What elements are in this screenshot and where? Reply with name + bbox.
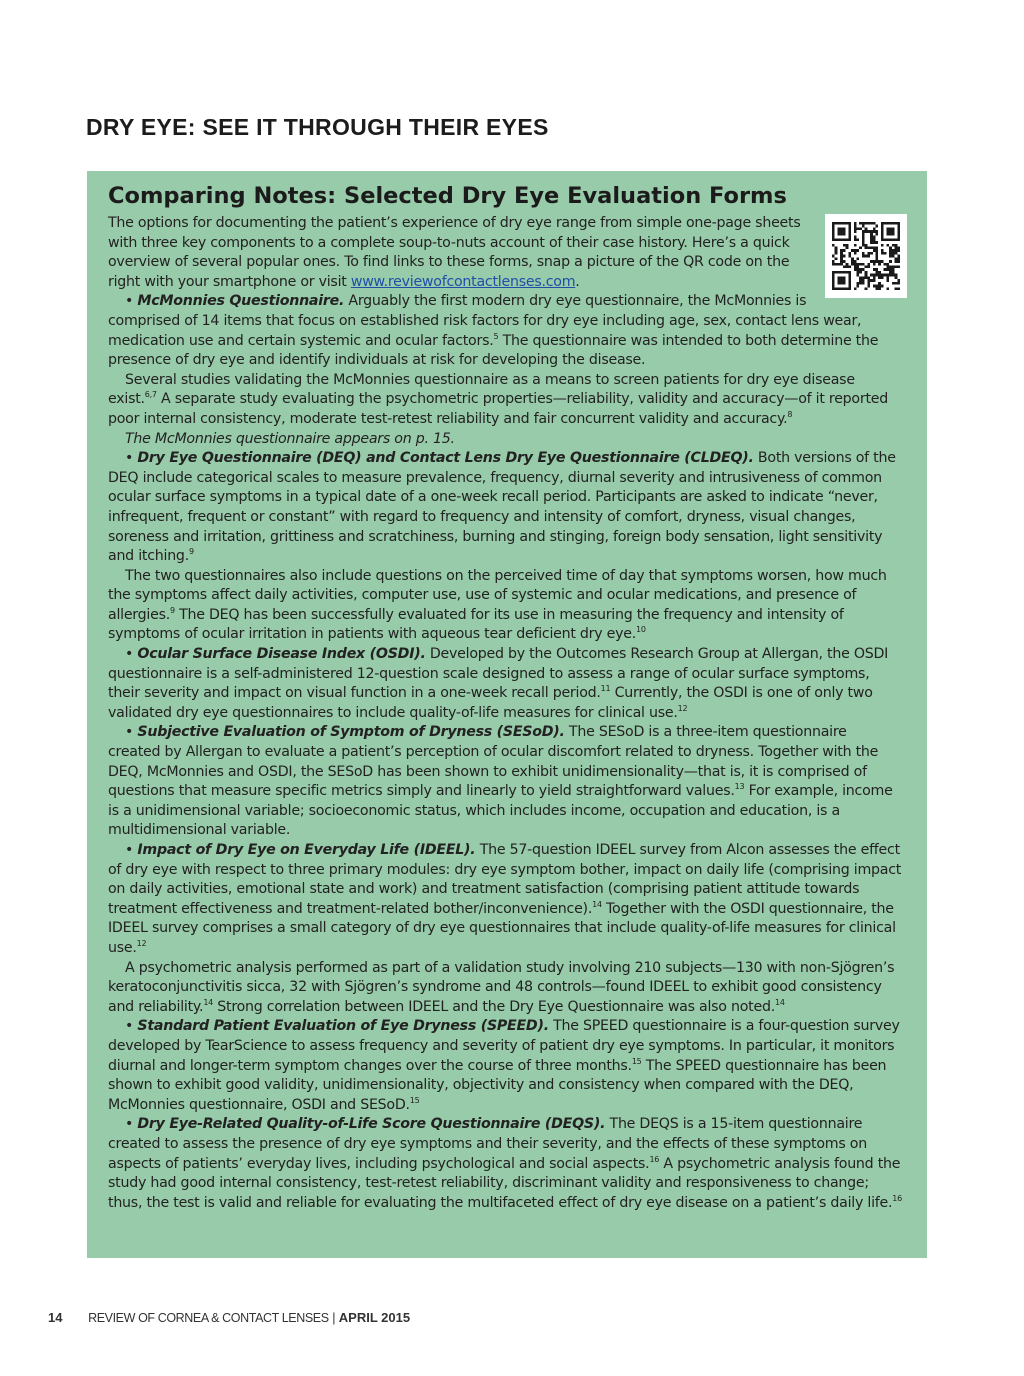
paragraph: The two questionnaires also include questions on the perceived time of day that symptoms worsen, how much the symptoms affect daily activities, computer use, use of systemic and ocular medications, and presence of allergies.$^9$ The DEQ has been successfully evaluated for its use in measuring the frequency and intensity of symptoms of ocular irritation in patients with aqueous tear deficient dry eye.$^{10}$ bbox=[108, 567, 887, 643]
item-title: Ocular Surface Disease Index (OSDI). bbox=[137, 646, 426, 663]
mcmonnies-note: The McMonnies questionnaire appears on p. 15. bbox=[125, 430, 455, 447]
section-title: DRY EYE: SEE IT THROUGH THEIR EYES bbox=[86, 114, 549, 140]
item-title: Dry Eye Questionnaire (DEQ) and Contact Lens Dry Eye Questionnaire (CLDEQ). bbox=[137, 450, 754, 467]
item-title: Dry Eye-Related Quality-of-Life Score Questionnaire (DEQS). bbox=[137, 1116, 606, 1133]
intro-paragraph: The options for documenting the patient’s experience of dry eye range from simple one-page sheets with three key components to a complete soup-to-nuts account of their case history. Here’s a quick overview of several popular ones. To find links to these forms, snap a picture of the QR code on the right with your smartphone or visit www.reviewofcontactlenses.com. bbox=[108, 215, 801, 290]
page-number: 14 bbox=[48, 1310, 63, 1325]
paragraph: Several studies validating the McMonnies questionnaire as a means to screen patients for dry eye disease exist.$^{6,7}$ A separate study evaluating the psychometric properties—reliability, validity and accuracy—of it reported poor internal consistency, moderate test-retest reliability and fair concurrent validity and accuracy.$^8$ bbox=[108, 371, 888, 427]
list-item-mcmonnies: • McMonnies Questionnaire. Arguably the first modern dry eye questionnaire, the McMonnies is comprised of 14 items that focus on established risk factors for dry eye including age, sex, contact lens wear, medication use and certain systemic and ocular factors.$^5$ The questionnaire was intended to both determine the presence of dry eye and identify individuals at risk for developing the disease. bbox=[108, 293, 879, 369]
publication-name: REVIEW OF CORNEA & CONTACT LENSES bbox=[88, 1311, 329, 1325]
item-title: McMonnies Questionnaire. bbox=[137, 293, 345, 310]
item-title: Subjective Evaluation of Symptom of Dryness (SESoD). bbox=[137, 724, 565, 741]
list-item-sesod: • Subjective Evaluation of Symptom of Dryness (SESoD). The SESoD is a three-item questionnaire created by Allergan to evaluate a patient’s perception of ocular discomfort related to dryness. Together with the DEQ, McMonnies and OSDI, the SESoD has been shown to exhibit unidimensionality—that is, it is comprised of questions that measure specific metrics simply and linearly to yield straightforward values.$^{13}$ For example, income is a unidimensional variable; socioeconomic status, which includes income, occupation and education, is a multidimensional variable. bbox=[108, 724, 893, 839]
paragraph: A psychometric analysis performed as part of a validation study involving 210 subjects—130 with non-Sjögren’s keratoconjunctivitis sicca, 32 with Sjögren’s syndrome and 48 controls—found IDEEL to exhibit good consistency and reliability.$^{14}$ Strong correlation between IDEEL and the Dry Eye Questionnaire was also noted.$^{14}$ bbox=[108, 959, 895, 1015]
sidebar-box bbox=[87, 171, 927, 1258]
sidebar-body bbox=[108, 214, 903, 1213]
list-item-deq: • Dry Eye Questionnaire (DEQ) and Contact Lens Dry Eye Questionnaire (CLDEQ). Both versions of the DEQ include categorical scales to measure prevalence, frequency, diurnal severity and intrusiveness of common ocular surface symptoms in a typical date of a one-week recall period. Participants are asked to indicate “never, infrequent, frequent or constant” with regard to frequency and intensity of comfort, dryness, visual changes, soreness and irritation, grittiness and scratchiness, burning and stinging, foreign body sensation, light sensitivity and itching.$^9$ bbox=[108, 450, 896, 565]
page-footer bbox=[48, 1310, 410, 1325]
list-item-speed: • Standard Patient Evaluation of Eye Dryness (SPEED). The SPEED questionnaire is a four-question survey developed by TearScience to assess frequency and severity of patient dry eye symptoms. In particular, it monitors diurnal and longer-term symptom changes over the course of three months.$^{15}$ The SPEED questionnaire has been shown to exhibit good validity, unidimensionality, objectivity and consistency when compared with the DEQ, McMonnies questionnaire, OSDI and SESoD.$^{15}$ bbox=[108, 1018, 900, 1113]
website-link[interactable]: www.reviewofcontactlenses.com bbox=[350, 273, 576, 290]
qr-code-icon[interactable] bbox=[825, 214, 907, 298]
sidebar-title: Comparing Notes: Selected Dry Eye Evaluation Forms bbox=[108, 183, 787, 209]
issue-date: APRIL 2015 bbox=[338, 1310, 411, 1325]
item-title: Standard Patient Evaluation of Eye Dryness (SPEED). bbox=[137, 1018, 549, 1035]
list-item-deqs: • Dry Eye-Related Quality-of-Life Score Questionnaire (DEQS). The DEQS is a 15-item questionnaire created to assess the presence of dry eye symptoms and their severity, and the effects of these symptoms on aspects of patients’ everyday lives, including psychological and social aspects.$^{16}$ A psychometric analysis found the study had good internal consistency, test-retest reliability, discriminant validity and responsiveness to change; thus, the test is valid and reliable for evaluating the multifaceted effect of dry eye disease on a patient’s daily life.$^{16}$ bbox=[108, 1116, 902, 1211]
item-title: Impact of Dry Eye on Everyday Life (IDEEL). bbox=[137, 842, 476, 858]
footer-separator: | bbox=[332, 1311, 336, 1325]
list-item-ideel: • Impact of Dry Eye on Everyday Life (IDEEL). The 57-question IDEEL survey from Alcon assesses the effect of dry eye with respect to three primary modules: dry eye symptom bother, impact on daily life (comprising impact on daily activities, emotional state and work) and treatment satisfaction (comprising patient attitude towards treatment effectiveness and treatment-related bother/inconvenience).$^{14}$ Together with the OSDI questionnaire, the IDEEL survey comprises a small category of dry eye questionnaires that include quality-of-life measures for clinical use.$^{12}$ bbox=[108, 842, 902, 956]
list-item-osdi: • Ocular Surface Disease Index (OSDI). Developed by the Outcomes Research Group at Allergan, the OSDI questionnaire is a self-administered 12-question scale designed to assess a range of ocular surface symptoms, their severity and impact on visual function in a one-week recall period.$^{11}$ Currently, the OSDI is one of only two validated dry eye questionnaires to include quality-of-life measures for clinical use.$^{12}$ bbox=[108, 646, 889, 721]
